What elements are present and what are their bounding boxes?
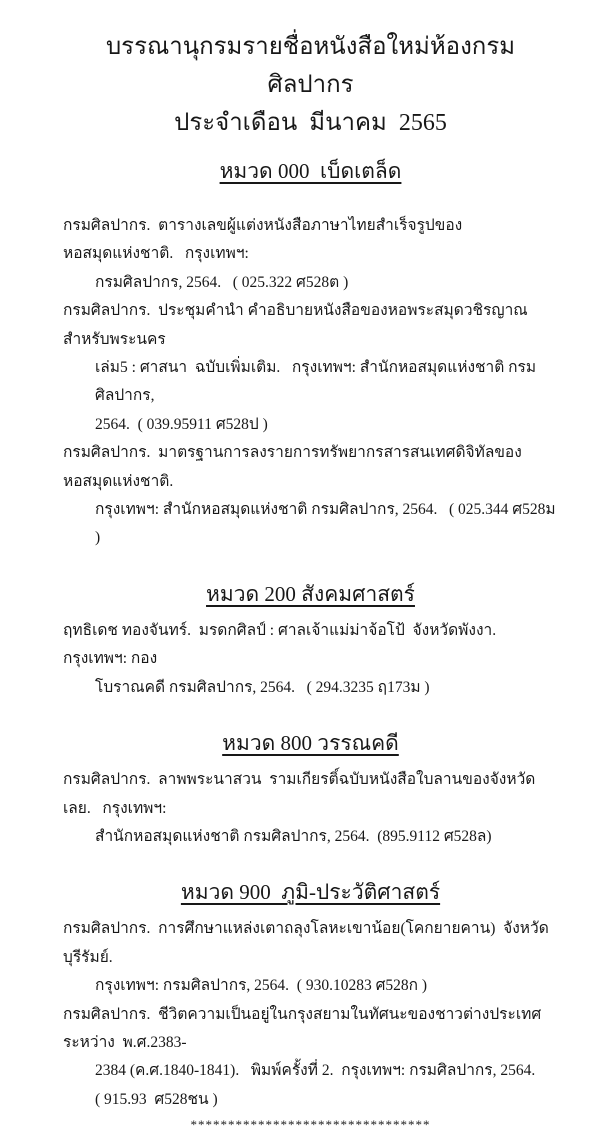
entry-line: เล่ม5 : ศาสนา ฉบับเพิ่มเติม. กรุงเทพฯ: สำนักหอสมุดแห่งชาติ กรมศิลปากร,	[95, 359, 537, 405]
entry-line: กรมศิลปากร. ชีวิตความเป็นอยู่ในกรุงสยามในทัศนะของชาวต่างประเทศ ระหว่าง พ.ศ.2383-	[63, 1005, 549, 1051]
entry-line: กรมศิลปากร. การศึกษาแหล่งเตาถลุงโลหะเขาน้อย(โคกยายคาน) จังหวัดบุรีรัมย์.	[63, 920, 549, 966]
entry-line: ฤทธิเดช ทองจันทร์. มรดกศิลป์ : ศาลเจ้าแม่ม่าจ้อโป้ จังหวัดพังงา. กรุงเทพฯ: กอง	[63, 621, 504, 668]
bibliography-entry	[63, 297, 558, 439]
document-title-line2: ประจำเดือน มีนาคม 2565	[174, 110, 447, 136]
sections-container	[63, 156, 558, 1114]
entry-line: 2564. ( 039.95911 ศ528ป )	[95, 415, 268, 433]
bibliography-entry	[63, 617, 558, 702]
footer-asterisk-divider: ********************************	[190, 1117, 431, 1133]
section-000	[63, 156, 558, 553]
entry-line: กรมศิลปากร. ลาพพระนาสวน รามเกียรติ์ฉบับหนังสือใบลานของจังหวัดเลย. กรุงเทพฯ:	[63, 771, 536, 817]
entry-line: ( 915.93 ศ528ชน )	[95, 1090, 218, 1108]
entry-line: กรมศิลปากร. ประชุมคำนำ คำอธิบายหนังสือของหอพระสมุดวชิรญาณสำหรับพระนคร	[63, 302, 528, 348]
bibliography-entry	[63, 212, 558, 297]
bibliography-entry	[63, 439, 558, 553]
section-entries	[63, 766, 558, 851]
entry-line: กรุงเทพฯ: สำนักหอสมุดแห่งชาติ กรมศิลปากร, 2564. ( 025.344 ศ528ม )	[95, 501, 560, 547]
entry-line: สำนักหอสมุดแห่งชาติ กรมศิลปากร, 2564. (895.9112 ศ528ล)	[95, 827, 492, 845]
section-heading: หมวด 800 วรรณคดี	[222, 731, 399, 756]
section-heading: หมวด 900 ภูมิ-ประวัติศาสตร์	[180, 880, 441, 905]
document-title-line1: บรรณานุกรมรายชื่อหนังสือใหม่ห้องกรมศิลปากร	[105, 34, 516, 98]
section-800	[63, 728, 558, 851]
section-entries	[63, 915, 558, 1114]
entry-line: โบราณคดี กรมศิลปากร, 2564. ( 294.3235 ฤ173ม )	[95, 678, 430, 696]
section-heading: หมวด 200 สังคมศาสตร์	[206, 581, 415, 606]
section-entries	[63, 212, 558, 553]
section-entries	[63, 617, 558, 702]
section-900	[63, 877, 558, 1114]
entry-line: 2384 (ค.ศ.1840-1841). พิมพ์ครั้งที่ 2. กรุงเทพฯ: กรมศิลปากร, 2564.	[95, 1062, 536, 1080]
entry-line: กรุงเทพฯ: กรมศิลปากร, 2564. ( 930.10283 ศ528ก )	[95, 977, 428, 995]
entry-line: กรมศิลปากร. ตารางเลขผู้แต่งหนังสือภาษาไทยสำเร็จรูปของหอสมุดแห่งชาติ. กรุงเทพฯ:	[63, 217, 463, 263]
section-heading: หมวด 000 เบ็ดเตล็ด	[219, 159, 402, 183]
section-200	[63, 579, 558, 702]
bibliography-entry	[63, 766, 558, 851]
entry-line: กรมศิลปากร. มาตรฐานการลงรายการทรัพยากรสารสนเทศดิจิทัลของหอสมุดแห่งชาติ.	[63, 444, 522, 490]
entry-line: กรมศิลปากร, 2564. ( 025.322 ศ528ต )	[95, 273, 349, 291]
bibliography-entry	[63, 915, 558, 1000]
bibliography-entry	[63, 1001, 558, 1115]
